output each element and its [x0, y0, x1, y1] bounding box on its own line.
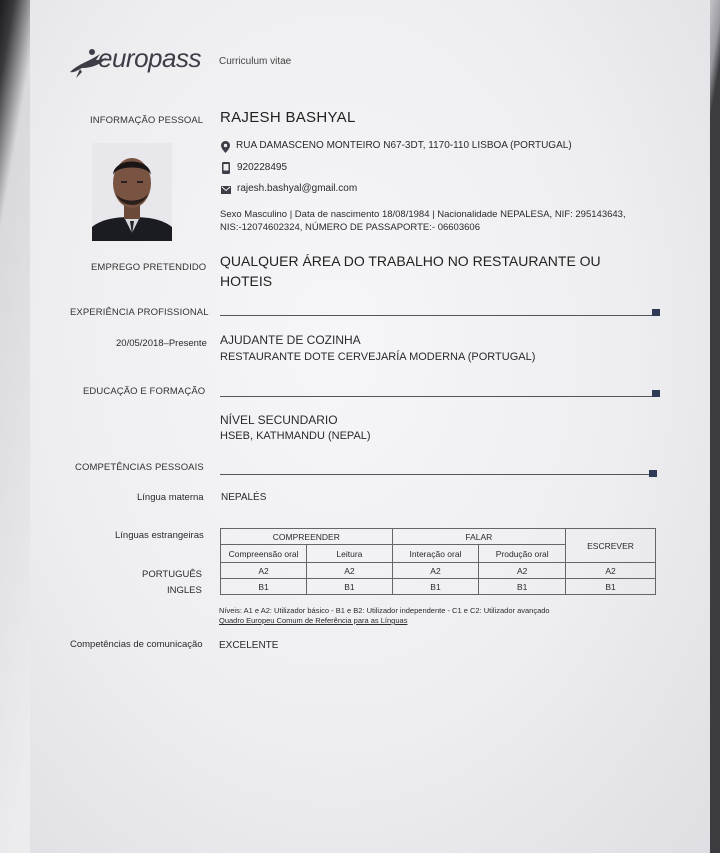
section-rule-marker [649, 470, 657, 477]
profile-photo [92, 143, 172, 241]
language-name: PORTUGUÊS [142, 569, 203, 580]
mobile-phone-icon [222, 162, 230, 174]
job-line2: HOTEIS [220, 273, 273, 289]
experience-employer: RESTAURANTE DOTE CERVEJARÍA MODERNA (PORTUGAL) [220, 351, 536, 363]
job-line1: QUALQUER ÁREA DO TRABALHO NO RESTAURANTE OU [220, 253, 601, 269]
subheader-cell: Compreensão oral [221, 545, 307, 563]
mother-tongue-value: NEPALÉS [221, 492, 267, 503]
levels-note: Níveis: A1 e A2: Utilizador básico - B1 e B2: Utilizador independente - C1 e C2: Utilizador avançado [219, 606, 550, 615]
cv-sheet [30, 0, 710, 853]
email-text: rajesh.bashyal@gmail.com [237, 183, 358, 194]
language-levels-table [220, 528, 656, 595]
phone-text: 920228495 [237, 162, 288, 173]
section-label-skills: COMPETÊNCIAS PESSOAIS [75, 462, 204, 473]
cv-subtitle: Curriculum vitae [219, 56, 292, 67]
level-cell: A2 [307, 563, 392, 579]
education-school: HSEB, KATHMANDU (NEPAL) [220, 430, 371, 442]
section-label-personal: INFORMAÇÃO PESSOAL [90, 115, 204, 126]
location-pin-icon [221, 141, 230, 153]
subheader-cell: Interação oral [392, 545, 479, 563]
personal-details-line2: NIS:-12074602324, NÚMERO DE PASSAPORTE:- 06603606 [220, 222, 480, 233]
section-rule-marker [652, 390, 660, 397]
level-cell: A2 [566, 563, 656, 579]
level-cell: B1 [221, 579, 307, 595]
subheader-cell: Produção oral [479, 545, 566, 563]
table-row [221, 563, 656, 579]
level-cell: B1 [479, 579, 566, 595]
header-speak: FALAR [392, 529, 565, 545]
language-name: INGLES [167, 585, 202, 596]
communication-skills-label: Competências de comunicação [70, 639, 203, 650]
section-label-experience: EXPERIÊNCIA PROFISSIONAL [70, 307, 209, 318]
level-cell: B1 [392, 579, 479, 595]
table-header-row [221, 529, 656, 545]
education-title: NÍVEL SECUNDARIO [220, 413, 338, 427]
cefr-link[interactable]: Quadro Europeu Comum de Referência para as Línguas [219, 616, 408, 625]
level-cell: B1 [307, 579, 392, 595]
mother-tongue-label: Língua materna [137, 492, 204, 503]
experience-title: AJUDANTE DE COZINHA [220, 333, 361, 347]
level-cell: A2 [479, 563, 566, 579]
email-envelope-icon [221, 186, 231, 194]
section-label-job: EMPREGO PRETENDIDO [91, 262, 207, 273]
section-rule [220, 474, 650, 475]
experience-date: 20/05/2018–Presente [116, 338, 207, 349]
section-rule-marker [652, 309, 660, 316]
section-label-education: EDUCAÇÃO E FORMAÇÃO [83, 386, 206, 397]
personal-details-line1: Sexo Masculino | Data de nascimento 18/08/1984 | Nacionalidade NEPALESA, NIF: 295143643, [220, 209, 626, 220]
communication-skills-value: EXCELENTE [219, 640, 279, 651]
foreign-languages-label: Línguas estrangeiras [115, 530, 204, 541]
subheader-cell: Leitura [307, 545, 392, 563]
table-row [221, 579, 656, 595]
section-rule [220, 396, 652, 397]
section-rule [220, 315, 652, 316]
candidate-name: RAJESH BASHYAL [220, 109, 356, 126]
address-text: RUA DAMASCENO MONTEIRO N67-3DT, 1170-110 LISBOA (PORTUGAL) [236, 140, 572, 151]
level-cell: B1 [566, 579, 656, 595]
level-cell: A2 [392, 563, 479, 579]
level-cell: A2 [221, 563, 307, 579]
europass-logo-text: europass [98, 43, 201, 73]
header-comprehend: COMPREENDER [221, 529, 393, 545]
header-write: ESCREVER [566, 529, 656, 563]
